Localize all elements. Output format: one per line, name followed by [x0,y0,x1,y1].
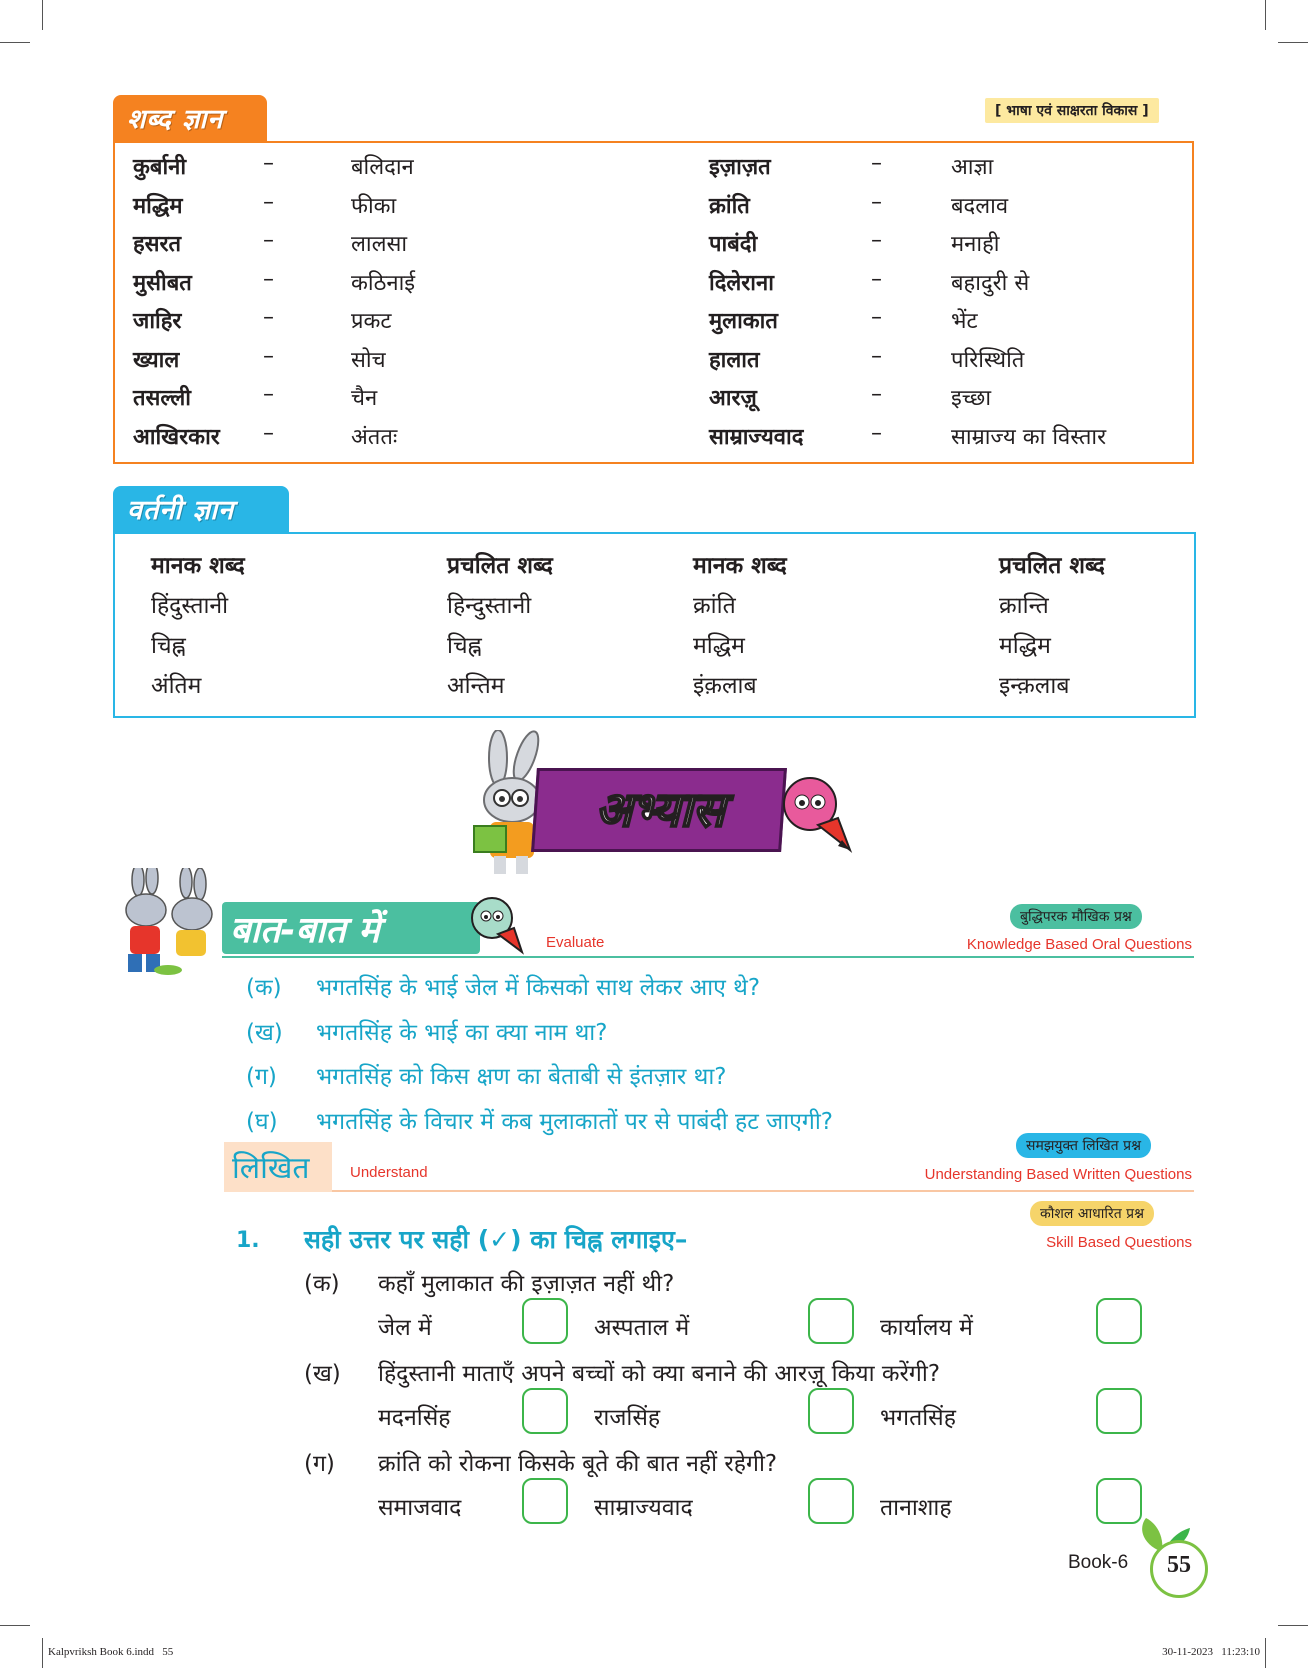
question-label: (ग) [304,1451,335,1477]
vocab-dash: – [871,266,882,292]
vocab-dash: – [263,382,274,407]
vocab-dash: – [871,343,882,369]
vocab-word: क्रांति [709,193,750,219]
header-standard-word: मानक शब्द [693,553,787,579]
vocab-word: मुलाकात [709,309,778,334]
vocab-meaning: चैन [351,386,378,411]
common-word: हिन्दुस्तानी [447,593,532,619]
pencil-mascot-icon [468,892,528,958]
oral-question [246,970,760,1002]
spelling-row [115,622,1194,662]
header-common-word: प्रचलित शब्द [447,553,553,579]
question-text: भगतसिंह के विचार में कब मुलाकातों पर से पाबंदी हट जाएगी? [316,1108,833,1135]
question-text: भगतसिंह के भाई जेल में किसको साथ लेकर आए थे? [316,975,761,1001]
crop-mark [42,1638,43,1668]
vocab-dash: – [871,228,882,253]
vocab-meaning: परिस्थिति [951,347,1025,373]
vocab-meaning: अंततः [351,424,398,450]
vocab-meaning: बदलाव [951,193,1009,219]
vocab-dash: – [871,420,882,446]
likhit-title: लिखित [232,1151,310,1186]
mcq-question [304,1356,940,1388]
question-label: (क) [304,1271,340,1297]
exercise-instruction: सही उत्तर पर सही (✓) का चिह्न लगाइए– [304,1225,688,1254]
vocab-dash: – [263,266,274,292]
vocab-row [115,184,1192,222]
answer-checkbox[interactable] [1096,1298,1142,1344]
answer-option: जेल में [378,1315,432,1341]
answer-checkbox[interactable] [1096,1388,1142,1434]
standard-word: अंतिम [151,673,202,699]
spelling-row [115,582,1194,622]
vocab-meaning: बहादुरी से [951,270,1030,296]
vocab-word: आखिरकार [133,424,220,450]
written-question-tag: समझयुक्त लिखित प्रश्न [1016,1133,1151,1158]
answer-option: मदनसिंह [378,1405,451,1431]
oral-question [246,1015,607,1047]
vartani-gyan-box [113,532,1196,718]
vocab-word: हालात [709,347,760,373]
vocab-row [115,222,1192,260]
common-word: इन्क़लाब [999,673,1070,699]
understand-level: Understand [350,1164,428,1181]
vocab-word: साम्राज्यवाद [709,424,804,450]
oral-question [246,1104,833,1136]
vocab-dash: – [871,151,882,176]
vocab-meaning: कठिनाई [351,270,416,296]
vocab-word: पाबंदी [709,232,758,257]
standard-word: हिंदुस्तानी [151,593,229,619]
likhit-divider [332,1190,1194,1192]
book-label: Book-6 [1068,1552,1129,1573]
question-label: (ख) [304,1361,341,1387]
vocab-word: मद्धिम [133,193,183,219]
vocab-row [115,299,1192,337]
crop-mark [1278,42,1308,43]
answer-option: तानाशाह [880,1495,952,1521]
abhyas-banner [460,730,850,880]
print-timestamp: 30-11-2023 11:23:10 [1162,1646,1260,1658]
answer-checkbox[interactable] [808,1298,854,1344]
standard-word: मद्धिम [693,633,745,659]
mcq-question [304,1446,777,1478]
question-label: (ख) [246,1019,283,1046]
section-divider [222,956,1194,958]
question-text: भगतसिंह को किस क्षण का बेताबी से इंतज़ार था? [316,1064,727,1090]
vocab-dash: – [263,343,274,369]
question-text: क्रांति को रोकना किसके बूते की बात नहीं रहेगी? [378,1451,778,1477]
indd-file-info: Kalpvriksh Book 6.indd 55 [48,1646,174,1658]
answer-option: राजसिंह [594,1405,661,1431]
vocab-word: जाहिर [133,309,182,334]
answer-checkbox[interactable] [808,1478,854,1524]
oral-question [246,1059,727,1091]
crop-mark [1278,1625,1308,1626]
vocab-meaning: भेंट [951,309,978,334]
mcq-question [304,1266,674,1298]
answer-checkbox[interactable] [522,1298,568,1344]
vocab-meaning: प्रकट [351,309,392,334]
question-label: (घ) [246,1108,278,1135]
header-common-word: प्रचलित शब्द [999,553,1105,579]
spelling-header-row [115,542,1194,582]
oral-question-tag-en: Knowledge Based Oral Questions [966,936,1192,953]
vocab-word: दिलेराना [709,270,774,296]
vocab-row [115,261,1192,299]
vocab-meaning: सोच [351,347,386,373]
vocab-word: तसल्ली [133,386,191,411]
vocab-dash: – [263,151,274,176]
vocab-dash: – [263,189,274,215]
pencil-mascot-illustration [778,770,858,860]
evaluate-level: Evaluate [546,934,605,951]
standard-word: इंक़लाब [693,673,757,699]
common-word: क्रान्ति [999,593,1049,619]
vocab-word: आरज़ू [709,386,757,411]
abhyas-title: अभ्यास [595,782,725,838]
answer-option: अस्पताल में [594,1315,690,1341]
question-label: (ग) [246,1064,277,1090]
oral-question-tag: बुद्धिपरक मौखिक प्रश्न [1010,904,1142,929]
vocab-word: हसरत [133,232,182,257]
question-label: (क) [246,975,282,1001]
language-literacy-tag: [ भाषा एवं साक्षरता विकास ] [985,98,1159,123]
vocab-word: कुर्बानी [133,155,187,180]
question-text: भगतसिंह के भाई का क्या नाम था? [316,1019,608,1046]
page-number: 55 [1167,1552,1191,1578]
vocab-dash: – [871,189,882,215]
vocab-row [115,338,1192,376]
skill-question-tag: कौशल आधारित प्रश्न [1030,1201,1154,1226]
standard-word: क्रांति [693,593,736,619]
answer-option: समाजवाद [378,1495,462,1521]
standard-word: चिह्न [151,633,186,659]
vocab-dash: – [263,420,274,446]
vartani-gyan-title: वर्तनी ज्ञान [113,486,289,534]
crop-mark [0,1625,30,1626]
common-word: मद्धिम [999,633,1051,659]
question-text: कहाँ मुलाकात की इज़ाज़त नहीं थी? [378,1271,675,1297]
answer-checkbox[interactable] [522,1478,568,1524]
crop-mark [1265,1638,1266,1668]
question-text: हिंदुस्तानी माताएँ अपने बच्चों को क्या बनाने की आरज़ू किया करेंगी? [378,1361,941,1387]
shabd-gyan-title: शब्द ज्ञान [113,95,267,143]
vocab-meaning: बलिदान [351,155,414,180]
shabd-gyan-box [113,141,1194,464]
answer-checkbox[interactable] [808,1388,854,1434]
common-word: चिह्न [447,633,482,659]
vocab-meaning: साम्राज्य का विस्तार [951,424,1107,450]
crop-mark [42,0,43,30]
vocab-meaning: मनाही [951,232,1000,257]
two-rabbits-illustration [108,868,218,978]
spelling-row [115,662,1194,702]
crop-mark [0,42,30,43]
vocab-word: मुसीबत [133,270,192,296]
crop-mark [1265,0,1266,30]
vocab-row [115,376,1192,414]
exercise-number: 1. [236,1228,260,1253]
vocab-word: इज़ाज़त [709,155,771,180]
vocab-word: ख्याल [133,347,180,373]
baat-baat-mein-title: बात-बात में [230,910,380,951]
common-word: अन्तिम [447,673,505,699]
vocab-dash: – [871,382,882,407]
skill-question-tag-en: Skill Based Questions [1046,1234,1192,1251]
vocab-row [115,145,1192,183]
vocab-dash: – [871,305,882,330]
answer-option: कार्यालय में [880,1315,973,1341]
answer-checkbox[interactable] [522,1388,568,1434]
vocab-row [115,415,1192,453]
vocab-meaning: लालसा [351,232,408,257]
header-standard-word: मानक शब्द [151,553,245,579]
vocab-dash: – [263,305,274,330]
answer-option: साम्राज्यवाद [594,1495,693,1521]
answer-option: भगतसिंह [880,1405,956,1431]
vocab-meaning: आज्ञा [951,155,994,180]
vocab-dash: – [263,228,274,253]
vocab-meaning: इच्छा [951,386,992,411]
written-question-tag-en: Understanding Based Written Questions [924,1166,1192,1183]
vocab-meaning: फीका [351,193,397,219]
